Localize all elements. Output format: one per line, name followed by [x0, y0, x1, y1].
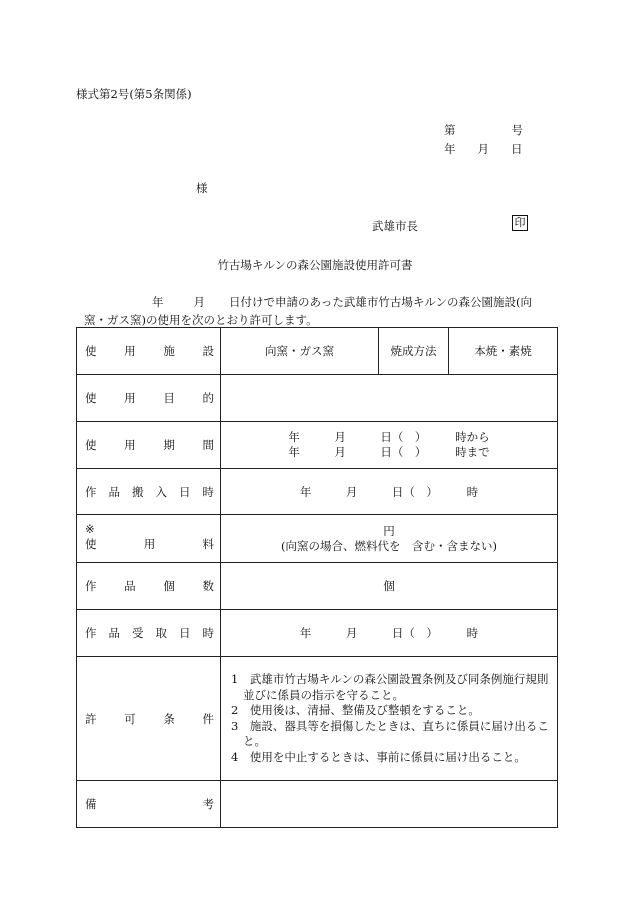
receive-value: 年 月 日（ ） 時: [221, 610, 558, 657]
firing-method-value: 本焼・素焼: [449, 328, 558, 375]
permit-table: [76, 327, 558, 828]
remarks-label: 備考: [77, 781, 221, 828]
period-label: 使用期間: [77, 422, 221, 469]
row-facility: [77, 328, 558, 375]
issue-date: [444, 141, 523, 157]
row-conditions: [77, 657, 558, 781]
issue-date-month: 月: [477, 142, 489, 156]
fee-mark: ※: [85, 521, 95, 536]
seal-box: 印: [512, 215, 528, 231]
row-remarks: [77, 781, 558, 828]
fee-label-cell: [77, 515, 221, 563]
intro-month: 月: [193, 295, 205, 309]
firing-method-label: 焼成方法: [379, 328, 449, 375]
row-period: [77, 422, 558, 469]
fee-value: [221, 515, 558, 563]
condition-item: 3 施設、器具等を損傷したときは、直ちに係員に届け出ること。: [231, 718, 549, 748]
intro-line-1-text: 日付けで申請のあった武雄市竹古場キルンの森公園施設(向: [229, 295, 532, 309]
period-to: 年 月 日（ ） 時まで: [288, 445, 490, 459]
form-number: 様式第2号(第5条関係): [76, 87, 192, 101]
number-suffix: 号: [511, 123, 523, 137]
receive-label: 作品受取日時: [77, 610, 221, 657]
carry-in-label: 作品搬入日時: [77, 469, 221, 515]
remarks-value: [221, 781, 558, 828]
fee-label: 使用料: [85, 536, 214, 551]
issue-date-day: 日: [511, 142, 523, 156]
fee-note: (向窯の場合、燃料代を 含む・含まない): [281, 538, 497, 553]
issue-date-year: 年: [444, 142, 456, 156]
issuer-name: 武雄市長: [372, 219, 418, 233]
period-from: 年 月 日（ ） 時から: [288, 430, 490, 444]
intro-line-1: [76, 293, 556, 311]
intro-line-2: 窯・ガス窯)の使用を次のとおり許可します。: [84, 313, 318, 327]
fee-unit: 円: [383, 523, 395, 538]
row-receive: [77, 610, 558, 657]
period-value: [221, 422, 558, 469]
facility-label: 使用施設: [77, 328, 221, 375]
conditions-list: [221, 657, 558, 781]
condition-item: 2 使用後は、清掃、整備及び整頓をすること。: [231, 703, 480, 717]
row-purpose: [77, 375, 558, 422]
count-value: 個: [221, 563, 558, 610]
intro-year: 年: [152, 295, 164, 309]
count-label: 作品個数: [77, 563, 221, 610]
facility-value: 向窯・ガス窯: [221, 328, 379, 375]
row-fee: [77, 515, 558, 563]
number-prefix: 第: [444, 123, 456, 137]
carry-in-value: 年 月 日（ ） 時: [221, 469, 558, 515]
row-carry-in: [77, 469, 558, 515]
purpose-value: [221, 375, 558, 422]
conditions-label: 許可条件: [77, 657, 221, 781]
row-count: [77, 563, 558, 610]
addressee-suffix: 様: [196, 181, 208, 195]
document-number: [444, 122, 523, 138]
intro-paragraph: [76, 293, 556, 329]
condition-item: 4 使用を中止するときは、事前に係員に届け出ること。: [231, 749, 526, 764]
document-title: 竹古場キルンの森公園施設使用許可書: [217, 258, 413, 272]
purpose-label: 使用目的: [77, 375, 221, 422]
condition-item: 1 武雄市竹古場キルンの森公園設置条例及び同条例施行規則並びに係員の指示を守ること。: [231, 672, 549, 702]
